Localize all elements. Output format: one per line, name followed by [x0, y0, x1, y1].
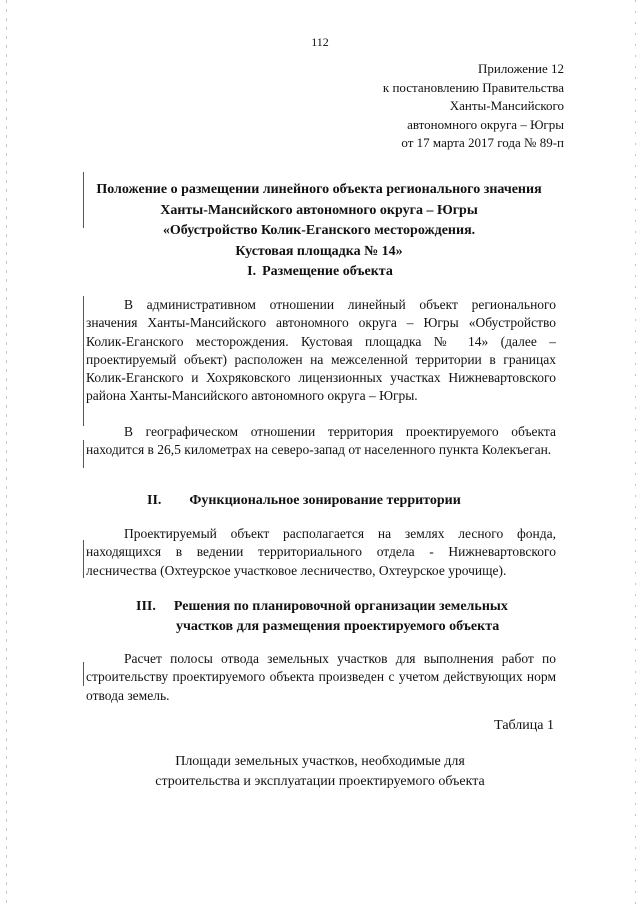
section-3-paragraph-1: Расчет полосы отвода земельных участков для выполнения работ по строительству проектируемого объекта произведен с учетом действующих норм отвода земель.	[86, 651, 556, 703]
title-line: Ханты-Мансийского автономного округа – Югры	[160, 202, 478, 218]
appendix-block	[383, 60, 564, 153]
page-number: 112	[311, 35, 329, 49]
section-title: участков для размещения проектируемого объекта	[176, 619, 500, 634]
margin-mark	[83, 662, 84, 686]
appendix-line: к постановлению Правительства	[382, 79, 564, 95]
table-label: Таблица 1	[494, 718, 554, 733]
appendix-line: автономного округа – Югры	[407, 116, 564, 132]
section-title: Размещение объекта	[262, 264, 393, 279]
table-caption	[0, 752, 640, 792]
section-number: I.	[247, 264, 257, 279]
title-line: Кустовая площадка № 14»	[235, 243, 403, 259]
section-heading-2	[147, 491, 461, 511]
appendix-line: Ханты-Мансийского	[449, 98, 564, 114]
section-heading-3	[136, 597, 556, 637]
margin-mark	[83, 540, 84, 578]
document-title	[74, 180, 564, 262]
title-line: Положение о размещении линейного объекта регионального значения	[96, 182, 542, 197]
section-1-paragraph-2: В географическом отношении территория проектируемого объекта находится в 26,5 километрах на северо-запад от населенного пункта Колекъеган.	[86, 424, 556, 458]
section-title: Решения по планировочной организации земельных	[173, 599, 508, 614]
title-line: «Обустройство Колик-Еганского месторождения.	[162, 223, 476, 238]
section-title: Функциональное зонирование территории	[189, 493, 461, 508]
section-number: III.	[136, 599, 156, 614]
section-heading-1	[0, 262, 640, 282]
margin-mark	[83, 440, 84, 468]
margin-mark	[83, 296, 84, 426]
caption-line: строительства и эксплуатации проектируемого объекта	[155, 774, 485, 789]
section-number: II.	[147, 493, 162, 508]
section-1-paragraph-1: В административном отношении линейный объект регионального значения Ханты-Мансийского автономного округа – Югры «Обустройство Колик-Еганского месторождения. Кустовая площадка № 14» (далее – проектируемый объект) расположен на межселенной территории в границах Колик-Еганского и Хохряковского лицензионных участках Нижневартовского района Ханты-Мансийского автономного округа – Югры.	[86, 297, 556, 404]
appendix-line: Приложение 12	[477, 61, 564, 76]
appendix-line: от 17 марта 2017 года № 89-п	[401, 135, 564, 151]
section-2-paragraph-1: Проектируемый объект располагается на землях лесного фонда, находящихся в ведении территориального отдела - Нижневартовского лесничества (Охтеурское участковое лесничество, Охтеурское урочище).	[86, 526, 556, 578]
caption-line: Площади земельных участков, необходимые для	[175, 754, 465, 769]
